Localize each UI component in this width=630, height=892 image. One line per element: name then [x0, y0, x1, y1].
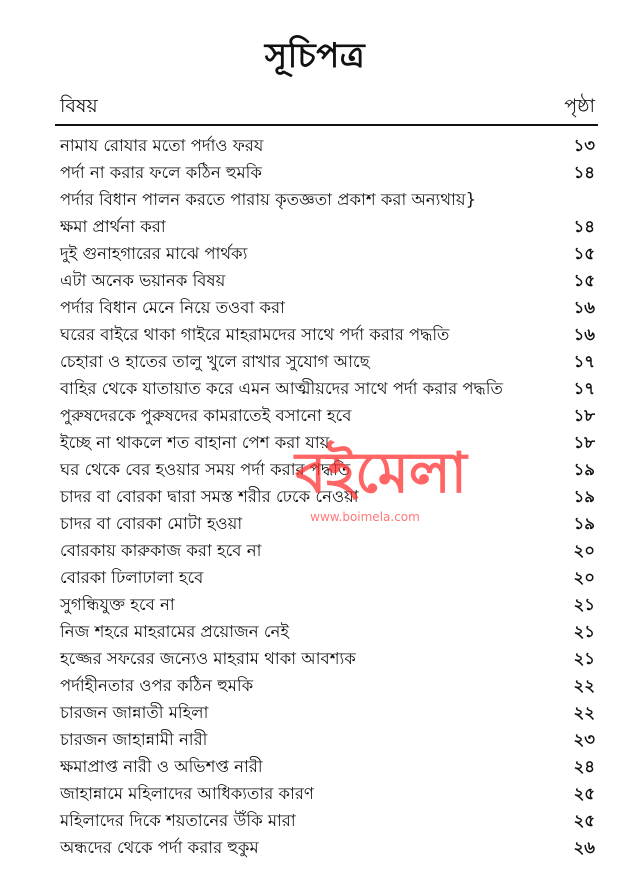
watermark-text: বইমেলা	[295, 441, 467, 506]
toc-entry-title: ক্ষমা প্রার্থনা করা	[60, 217, 166, 236]
toc-entry	[60, 564, 595, 591]
toc-entry	[60, 834, 595, 861]
toc-entry-page: ১৩	[573, 136, 595, 155]
toc-entry	[60, 753, 595, 780]
toc-entry	[60, 132, 595, 159]
toc-entry-title: পর্দার বিধান মেনে নিয়ে তওবা করা	[60, 298, 285, 317]
toc-entry-page: ২০	[573, 541, 595, 560]
toc-entry-title: হজ্জের সফরের জন্যেও মাহরাম থাকা আবশ্যক	[60, 649, 356, 668]
toc-entry	[60, 807, 595, 834]
toc-entry-title: পর্দার বিধান পালন করতে পারায় কৃতজ্ঞতা প্রকাশ করা অন্যথায়}	[60, 190, 477, 209]
toc-entry-page: ২৫	[573, 811, 595, 830]
toc-entry	[60, 402, 595, 429]
toc-entry-page: ১৭	[573, 379, 595, 398]
toc-entry-title: ইচ্ছে না থাকলে শত বাহানা পেশ করা যায়	[60, 433, 330, 452]
toc-entry-page: ১৯	[573, 460, 595, 479]
toc-entry-page: ২৫	[573, 784, 595, 803]
toc-entry	[60, 348, 595, 375]
toc-entry-page: ১৯	[573, 514, 595, 533]
toc-entry	[60, 321, 595, 348]
toc-entry-title: এটা অনেক ভয়ানক বিষয়	[60, 271, 226, 290]
toc-entry	[60, 672, 595, 699]
toc-entry-page: ১৯	[573, 487, 595, 506]
toc-entry-title: ঘরের বাইরে থাকা গাইরে মাহরামদের সাথে পর্দা করার পদ্ধতি	[60, 325, 450, 344]
toc-entry-page: ১৪	[573, 217, 595, 236]
toc-entry	[60, 780, 595, 807]
toc-entry-title: পর্দা না করার ফলে কঠিন হুমকি	[60, 163, 262, 182]
toc-entry-title: মহিলাদের দিকে শয়তানের উঁকি মারা	[60, 811, 296, 830]
toc-entry-title: সুগন্ধিযুক্ত হবে না	[60, 595, 175, 614]
toc-entry	[60, 645, 595, 672]
toc-entry-title: জাহান্নামে মহিলাদের আধিক্যতার কারণ	[60, 784, 314, 803]
toc-entry	[60, 159, 595, 186]
toc-entry-page: ২২	[573, 676, 595, 695]
page-title: সূচিপত্র	[264, 36, 366, 76]
toc-entry-title: চাদর বা বোরকা মোটা হওয়া	[60, 514, 243, 533]
toc-entry	[60, 267, 595, 294]
toc-entry-page: ২০	[573, 568, 595, 587]
toc-entry-title: পুরুষদেরকে পুরুষদের কামরাতেই বসানো হবে	[60, 406, 352, 425]
toc-entry	[60, 429, 595, 456]
toc-entry	[60, 456, 595, 483]
toc-entry-title: বাহির থেকে যাতায়াত করে এমন আত্মীয়দের সাথে পর্দা করার পদ্ধতি	[60, 379, 503, 398]
toc-entry-title: চারজন জান্নাতী মহিলা	[60, 703, 209, 722]
toc-entry-page: ২৬	[573, 838, 595, 857]
toc-entry	[60, 294, 595, 321]
toc-entry-page: ২২	[573, 703, 595, 722]
toc-entry-page: ২৪	[573, 757, 595, 776]
header-divider	[55, 124, 598, 126]
toc-entry	[60, 375, 595, 402]
toc-list	[60, 132, 595, 861]
toc-entry	[60, 510, 595, 537]
toc-entry-page: ১৭	[573, 352, 595, 371]
toc-entry-title: চাদর বা বোরকা দ্বারা সমস্ত শরীর ঢেকে নেওয়া	[60, 487, 359, 506]
toc-entry-title: ঘর থেকে বের হওয়ার সময় পর্দা করার পদ্ধতি	[60, 460, 351, 479]
subject-column-header: বিষয়	[60, 95, 98, 117]
toc-header	[60, 92, 595, 122]
toc-entry	[60, 213, 595, 240]
toc-entry-title: অন্ধদের থেকে পর্দা করার হুকুম	[60, 838, 259, 857]
toc-entry-page: ১৫	[573, 271, 595, 290]
toc-entry	[60, 537, 595, 564]
toc-entry-title: নামায রোযার মতো পর্দাও ফরয	[60, 136, 264, 155]
toc-entry-page: ১৮	[573, 406, 595, 425]
toc-entry-page: ১৬	[573, 325, 595, 344]
toc-entry-page: ১৫	[573, 244, 595, 263]
toc-entry-title: ক্ষমাপ্রাপ্ত নারী ও অভিশপ্ত নারী	[60, 757, 263, 776]
toc-entry	[60, 591, 595, 618]
toc-entry-title: বোরকায় কারুকাজ করা হবে না	[60, 541, 262, 560]
toc-entry-page: ২১	[573, 622, 595, 641]
toc-entry	[60, 186, 595, 213]
toc-entry	[60, 483, 595, 510]
toc-entry	[60, 618, 595, 645]
page-column-header: পৃষ্ঠা	[564, 95, 595, 117]
toc-entry-title: বোরকা ঢিলাঢালা হবে	[60, 568, 204, 587]
toc-entry	[60, 699, 595, 726]
toc-entry	[60, 240, 595, 267]
toc-entry-title: দুই গুনাহগারের মাঝে পার্থক্য	[60, 244, 248, 263]
watermark-domain: www.boimela.com	[310, 510, 420, 524]
toc-entry-page: ২৩	[573, 730, 595, 749]
toc-entry-page: ২১	[573, 595, 595, 614]
toc-entry-page: ২১	[573, 649, 595, 668]
toc-entry-title: চেহারা ও হাতের তালু খুলে রাখার সুযোগ আছে	[60, 352, 370, 371]
toc-entry-title: চারজন জাহান্নামী নারী	[60, 730, 208, 749]
toc-entry-page: ১৮	[573, 433, 595, 452]
toc-entry-title: পর্দাহীনতার ওপর কঠিন হুমকি	[60, 676, 254, 695]
toc-entry-title: নিজ শহরে মাহরামের প্রয়োজন নেই	[60, 622, 289, 641]
toc-entry	[60, 726, 595, 753]
toc-entry-page: ১৪	[573, 163, 595, 182]
toc-entry-page: ১৬	[573, 298, 595, 317]
